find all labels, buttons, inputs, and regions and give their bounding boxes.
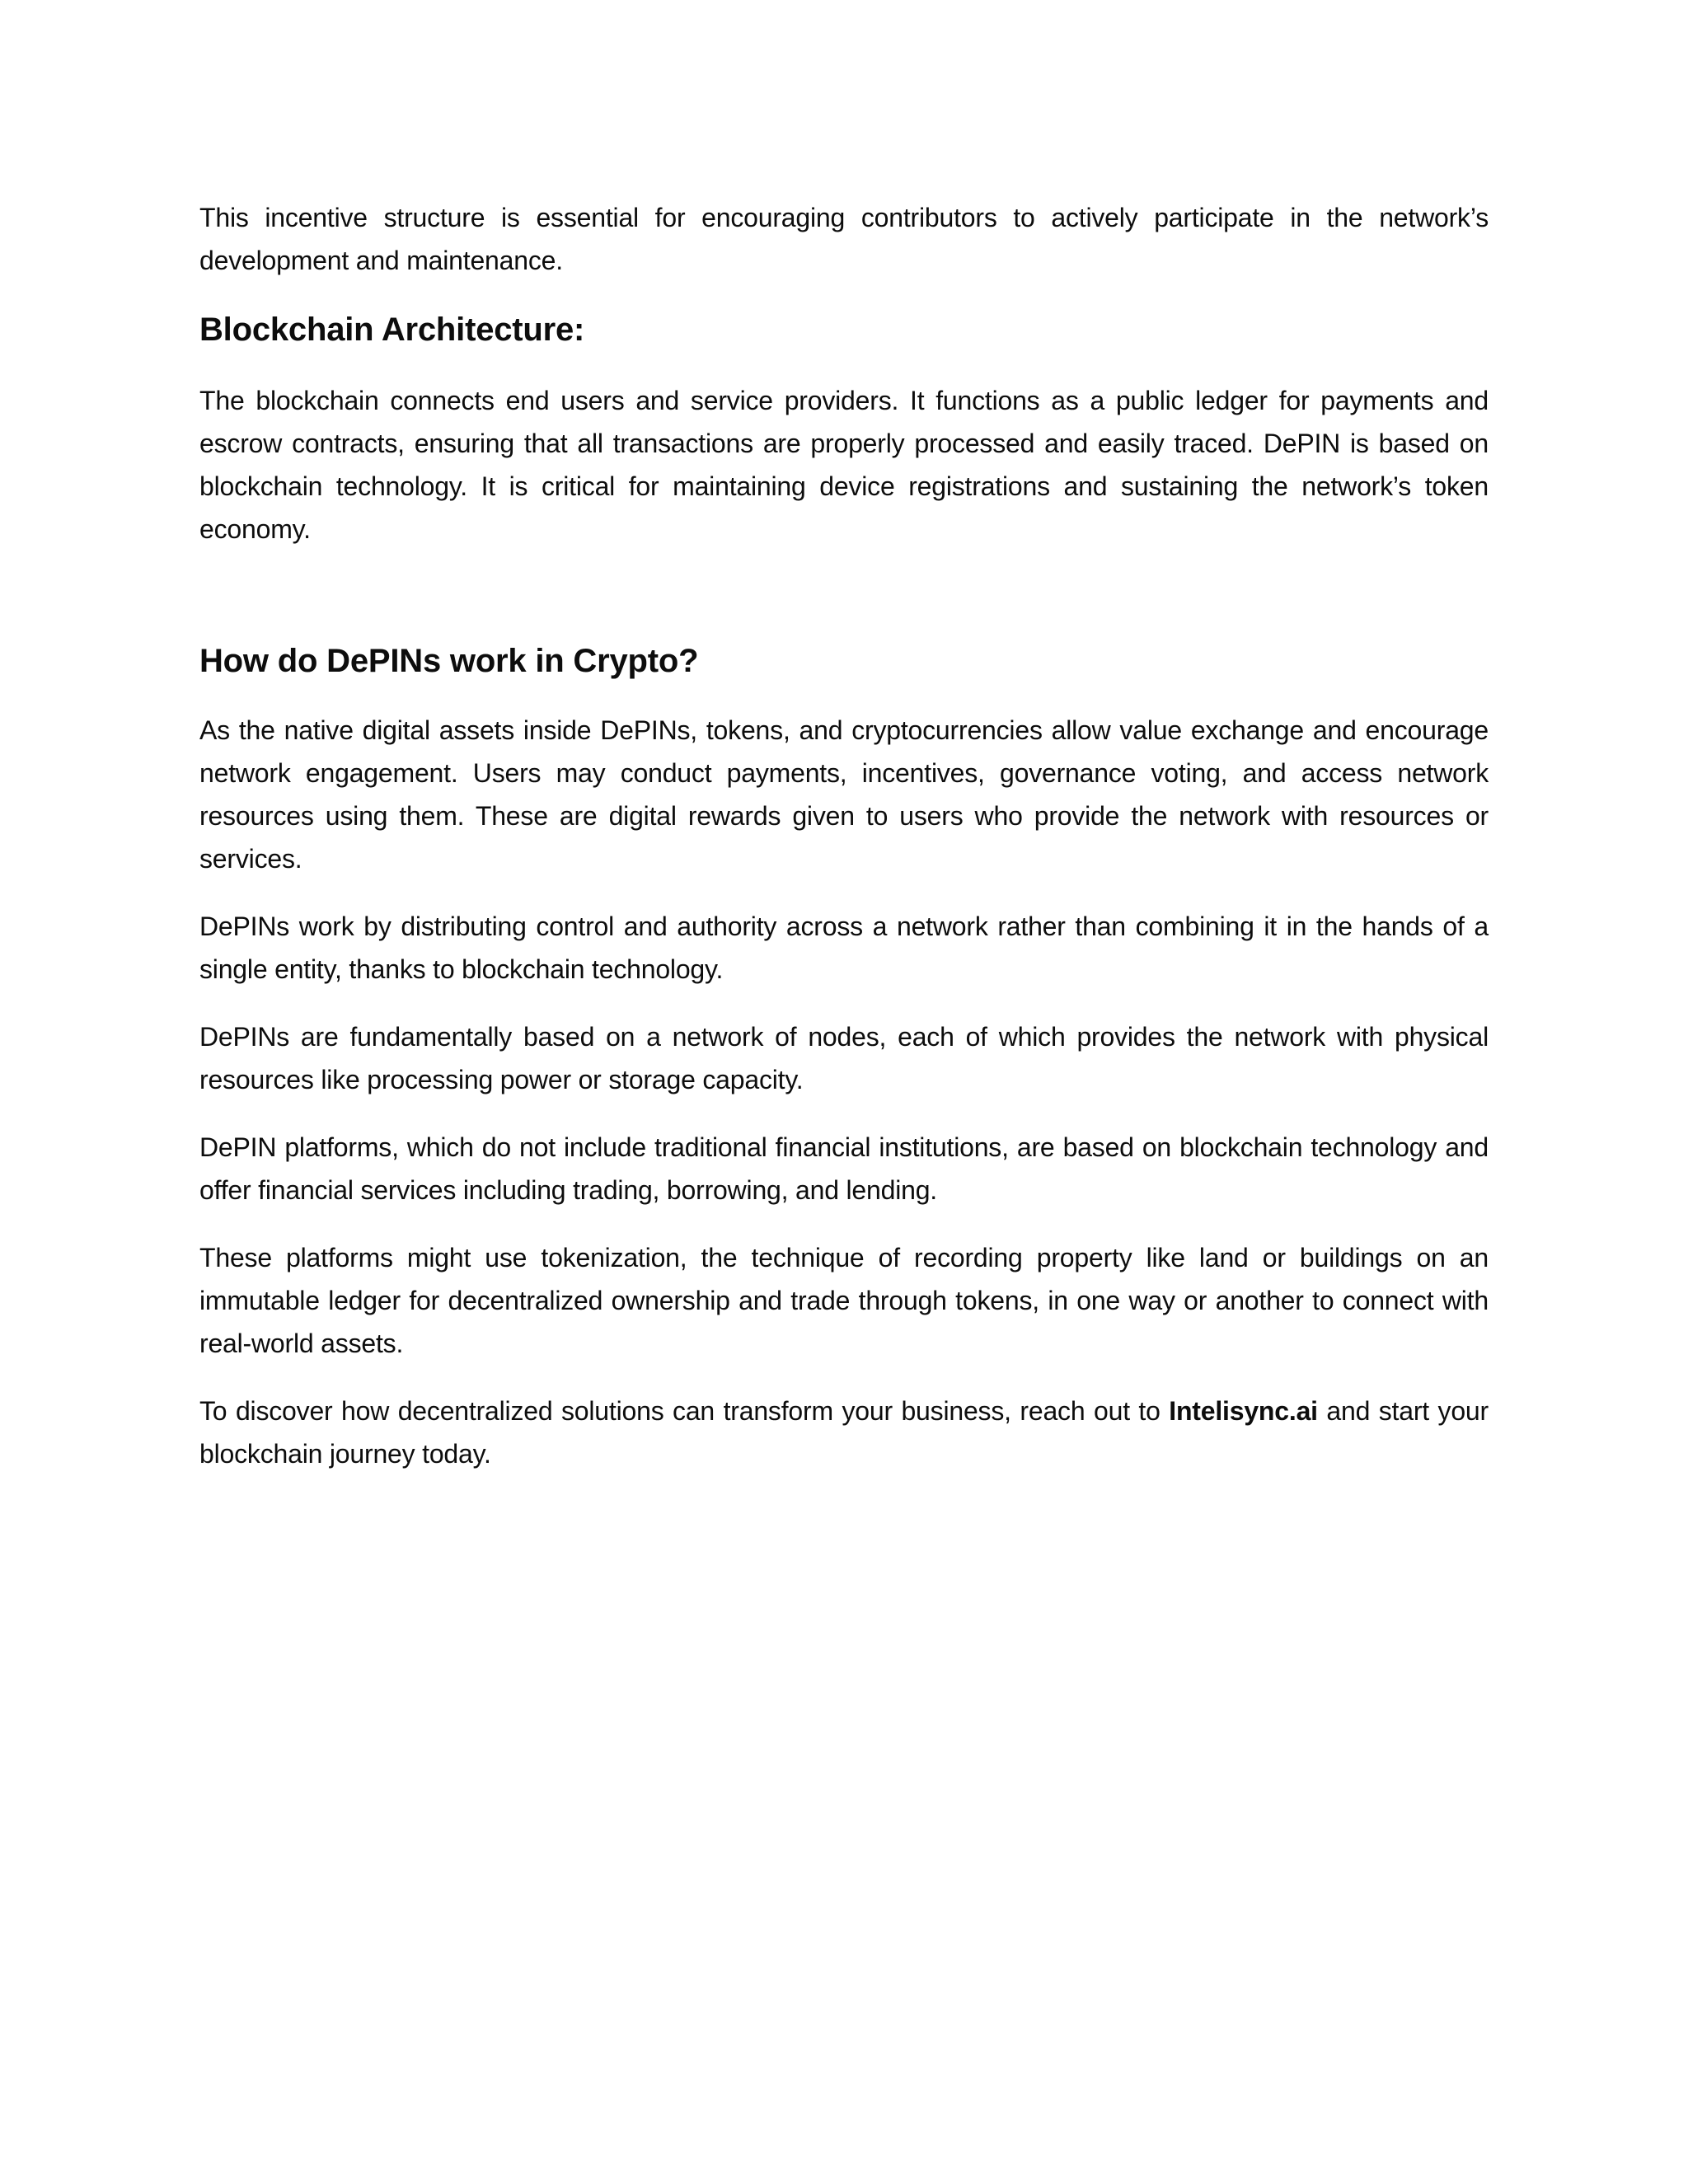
paragraph-tokens-value-exchange: As the native digital assets inside DePINs, tokens, and cryptocurrencies allow value exchange and encourage network engagement. Users may conduct payments, incentives, governance voting, and access network resources using them. These are digital rewards given to users who provide the network with resources or services. — [199, 715, 1489, 874]
cta-text-prefix: To discover how decentralized solutions can transform your business, reach out to — [199, 1396, 1170, 1426]
cta-text-suffix: and start your blockchain journey today. — [199, 1396, 1489, 1469]
blockchain-architecture-paragraph: The blockchain connects end users and service providers. It functions as a public ledger for payments and escrow contracts, ensuring that all transactions are properly processed and easily traced. DePIN is based on blockchain technology. It is critical for maintaining device registrations and sustaining the network’s token economy. — [199, 386, 1489, 544]
paragraph-tokenization: These platforms might use tokenization, the technique of recording property like land or buildings on an immutable ledger for decentralized ownership and trade through tokens, in one way or another to connect with real-world assets. — [199, 1243, 1489, 1358]
heading-blockchain-architecture: Blockchain Architecture: — [199, 312, 585, 348]
paragraph-network-of-nodes: DePINs are fundamentally based on a network of nodes, each of which provides the network with physical resources like processing power or storage capacity. — [199, 1022, 1489, 1094]
brand-name: Intelisync.ai — [1169, 1396, 1318, 1426]
paragraph-distributed-control: DePINs work by distributing control and authority across a network rather than combining it in the hands of a single entity, thanks to blockchain technology. — [199, 912, 1489, 984]
paragraph-depin-platforms: DePIN platforms, which do not include traditional financial institutions, are based on blockchain technology and offer financial services including trading, borrowing, and lending. — [199, 1132, 1489, 1205]
cta-paragraph — [199, 1390, 1489, 1475]
page-content — [199, 196, 1489, 1475]
heading-how-depins-work: How do DePINs work in Crypto? — [199, 643, 699, 679]
intro-paragraph: This incentive structure is essential for encouraging contributors to actively participate in the network’s development and maintenance. — [199, 203, 1489, 275]
